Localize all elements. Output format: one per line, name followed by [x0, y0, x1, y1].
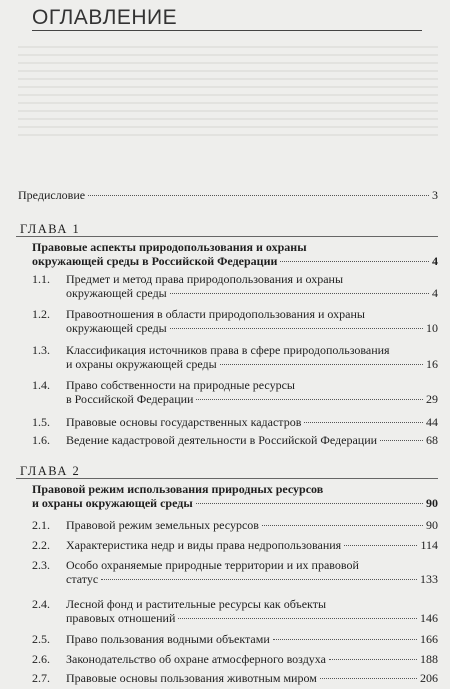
leader-dots [280, 261, 429, 262]
leader-dots [320, 678, 417, 679]
entry-page: 16 [426, 357, 438, 371]
entry-page: 133 [420, 572, 438, 586]
leader-dots [220, 364, 423, 365]
entry-page: 68 [426, 433, 438, 447]
section-number: 1.5. [32, 415, 50, 429]
section-title-line: окружающей среды [66, 286, 167, 300]
leader-dots [329, 659, 417, 660]
chapter-rule [16, 236, 438, 237]
toc-section[interactable] [0, 343, 450, 371]
leader-dots [196, 503, 423, 504]
section-number: 1.6. [32, 433, 50, 447]
toc-section[interactable] [0, 415, 450, 429]
chapter-title-line: Правовые аспекты природопользования и охраны [32, 240, 307, 254]
section-title-line: Лесной фонд и растительные ресурсы как объекты [66, 597, 327, 611]
section-title-line: Правоотношения в области природопользования и охраны [66, 307, 365, 321]
toc-section[interactable] [0, 307, 450, 335]
section-number: 1.3. [32, 343, 50, 357]
entry-page: 90 [426, 496, 438, 510]
entry-page: 10 [426, 321, 438, 335]
entry-page: 206 [420, 671, 438, 685]
section-number: 2.1. [32, 518, 50, 532]
section-number: 1.2. [32, 307, 50, 321]
entry-page: 44 [426, 415, 438, 429]
chapter-title[interactable] [0, 240, 450, 268]
section-title-line: правовых отношений [66, 611, 176, 625]
title-rule [32, 30, 422, 31]
section-title-line: Классификация источников права в сфере природопользования [66, 343, 390, 357]
entry-page: 90 [426, 518, 438, 532]
leader-dots [380, 440, 423, 441]
chapter-title[interactable] [0, 482, 450, 510]
toc-section[interactable] [0, 272, 450, 300]
leader-dots [178, 618, 417, 619]
toc-section[interactable] [0, 558, 450, 586]
section-number: 2.6. [32, 652, 50, 666]
chapter-rule [16, 478, 438, 479]
entry-page: 188 [420, 652, 438, 666]
leader-dots [170, 328, 423, 329]
toc-section[interactable] [0, 671, 450, 685]
leader-dots [304, 422, 423, 423]
entry-page: 114 [420, 538, 438, 552]
chapter-title-line: Правовой режим использования природных ресурсов [32, 482, 324, 496]
leader-dots [344, 545, 417, 546]
section-title-line: Право пользования водными объектами [66, 632, 270, 646]
section-title-line: и охраны окружающей среды [66, 357, 217, 371]
toc-section[interactable] [0, 518, 450, 532]
section-title-line: Правовые основы государственных кадастров [66, 415, 302, 429]
section-title-line: Особо охраняемые природные территории и их правовой [66, 558, 359, 572]
section-title-line: Характеристика недр и виды права недропользования [66, 538, 342, 552]
entry-page: 4 [432, 254, 438, 268]
leader-dots [170, 293, 429, 294]
leader-dots [101, 579, 417, 580]
section-title-line: в Российской Федерации [66, 392, 194, 406]
chapter-title-line: окружающей среды в Российской Федерации [32, 254, 278, 268]
entry-page: 3 [432, 188, 438, 202]
section-number: 2.3. [32, 558, 50, 572]
chapter-title-line: и охраны окружающей среды [32, 496, 193, 510]
section-title-line: Правовой режим земельных ресурсов [66, 518, 259, 532]
chapter-label: ГЛАВА 2 [20, 464, 81, 478]
leader-dots [273, 639, 417, 640]
section-number: 2.7. [32, 671, 50, 685]
section-number: 2.2. [32, 538, 50, 552]
leader-dots [196, 399, 423, 400]
entry-page: 4 [432, 286, 438, 300]
section-number: 1.1. [32, 272, 50, 286]
toc-section[interactable] [0, 632, 450, 646]
entry-page: 166 [420, 632, 438, 646]
section-number: 2.4. [32, 597, 50, 611]
toc-section[interactable] [0, 538, 450, 552]
toc-section[interactable] [0, 433, 450, 447]
section-title-line: Предмет и метод права природопользования и охраны [66, 272, 344, 286]
entry-page: 29 [426, 392, 438, 406]
toc-section[interactable] [0, 597, 450, 625]
page-title: ОГЛАВЛЕНИЕ [32, 6, 178, 29]
leader-dots [262, 525, 423, 526]
section-title-line: окружающей среды [66, 321, 167, 335]
toc-section[interactable] [0, 652, 450, 666]
chapter-label: ГЛАВА 1 [20, 222, 81, 236]
section-number: 1.4. [32, 378, 50, 392]
section-title-line: Ведение кадастровой деятельности в Российской Федерации [66, 433, 378, 447]
section-title-line: Правовые основы пользования животным миром [66, 671, 317, 685]
entry-label: Предисловие [18, 188, 86, 202]
section-title-line: Законодательство об охране атмосферного воздуха [66, 652, 326, 666]
entry-page: 146 [420, 611, 438, 625]
section-title-line: статус [66, 572, 99, 586]
section-title-line: Право собственности на природные ресурсы [66, 378, 295, 392]
toc-entry-preface[interactable] [0, 188, 450, 202]
leader-dots [88, 195, 429, 196]
section-number: 2.5. [32, 632, 50, 646]
toc-section[interactable] [0, 378, 450, 406]
